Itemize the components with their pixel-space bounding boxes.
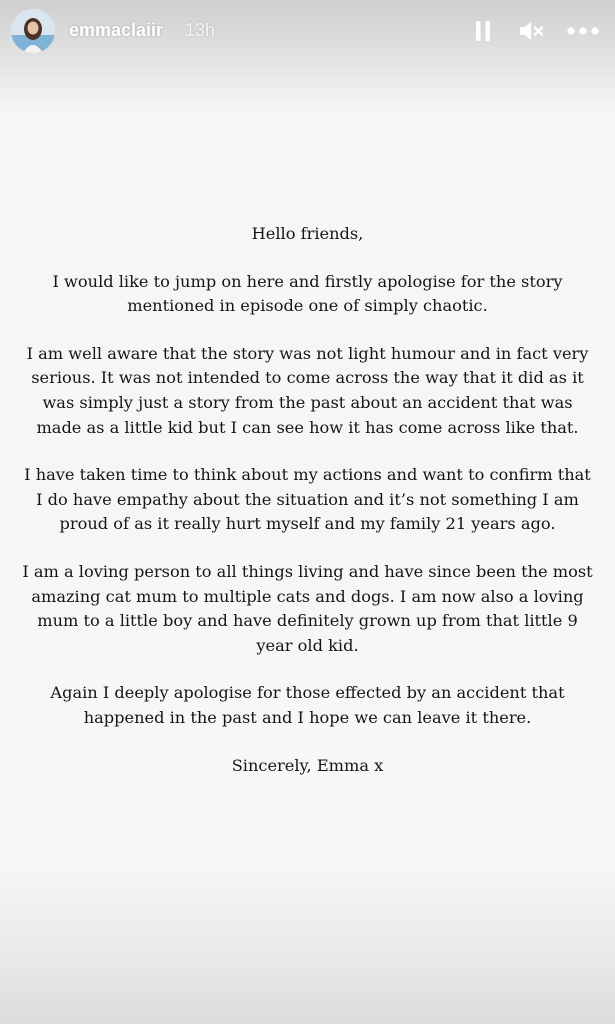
story-header <box>0 0 615 66</box>
more-options-button[interactable] <box>560 16 606 46</box>
message-paragraph: I am well aware that the story was not light humour and in fact very serious. It was not intended to come across the way that it did as it was simply just a story from the past about an accident that was made as a little kid but I can see how it has come across like that. <box>26 343 589 437</box>
message-paragraph: I am a loving person to all things living and have since been the most amazing cat mum to multiple cats and dogs. I am now also a loving mum to a little boy and have definitely grown up from that little 9 year old kid. <box>22 561 593 655</box>
message-greeting: Hello friends, <box>251 224 364 243</box>
pause-button[interactable] <box>468 16 498 46</box>
message-paragraph: Again I deeply apologise for those effected by an accident that happened in the past and I hope we can leave it there. <box>50 683 565 727</box>
message-paragraph: I would like to jump on here and firstly apologise for the story mentioned in episode one of simply chaotic. <box>52 271 563 316</box>
story-timestamp: 13h <box>185 20 216 40</box>
pause-icon <box>475 20 491 42</box>
message-paragraph: I have taken time to think about my actions and want to confirm that I do have empathy about the situation and it’s not something I am proud of as it really hurt myself and my family 21 years ago. <box>24 465 591 534</box>
message-signoff: Sincerely, Emma x <box>231 755 384 775</box>
story-message <box>20 222 595 778</box>
mute-button[interactable] <box>514 16 548 46</box>
more-horizontal-icon <box>567 27 599 35</box>
story-username[interactable]: emmaclaiir <box>69 20 164 40</box>
avatar-image <box>11 9 55 53</box>
avatar[interactable] <box>11 9 55 53</box>
speaker-muted-icon <box>518 20 544 42</box>
